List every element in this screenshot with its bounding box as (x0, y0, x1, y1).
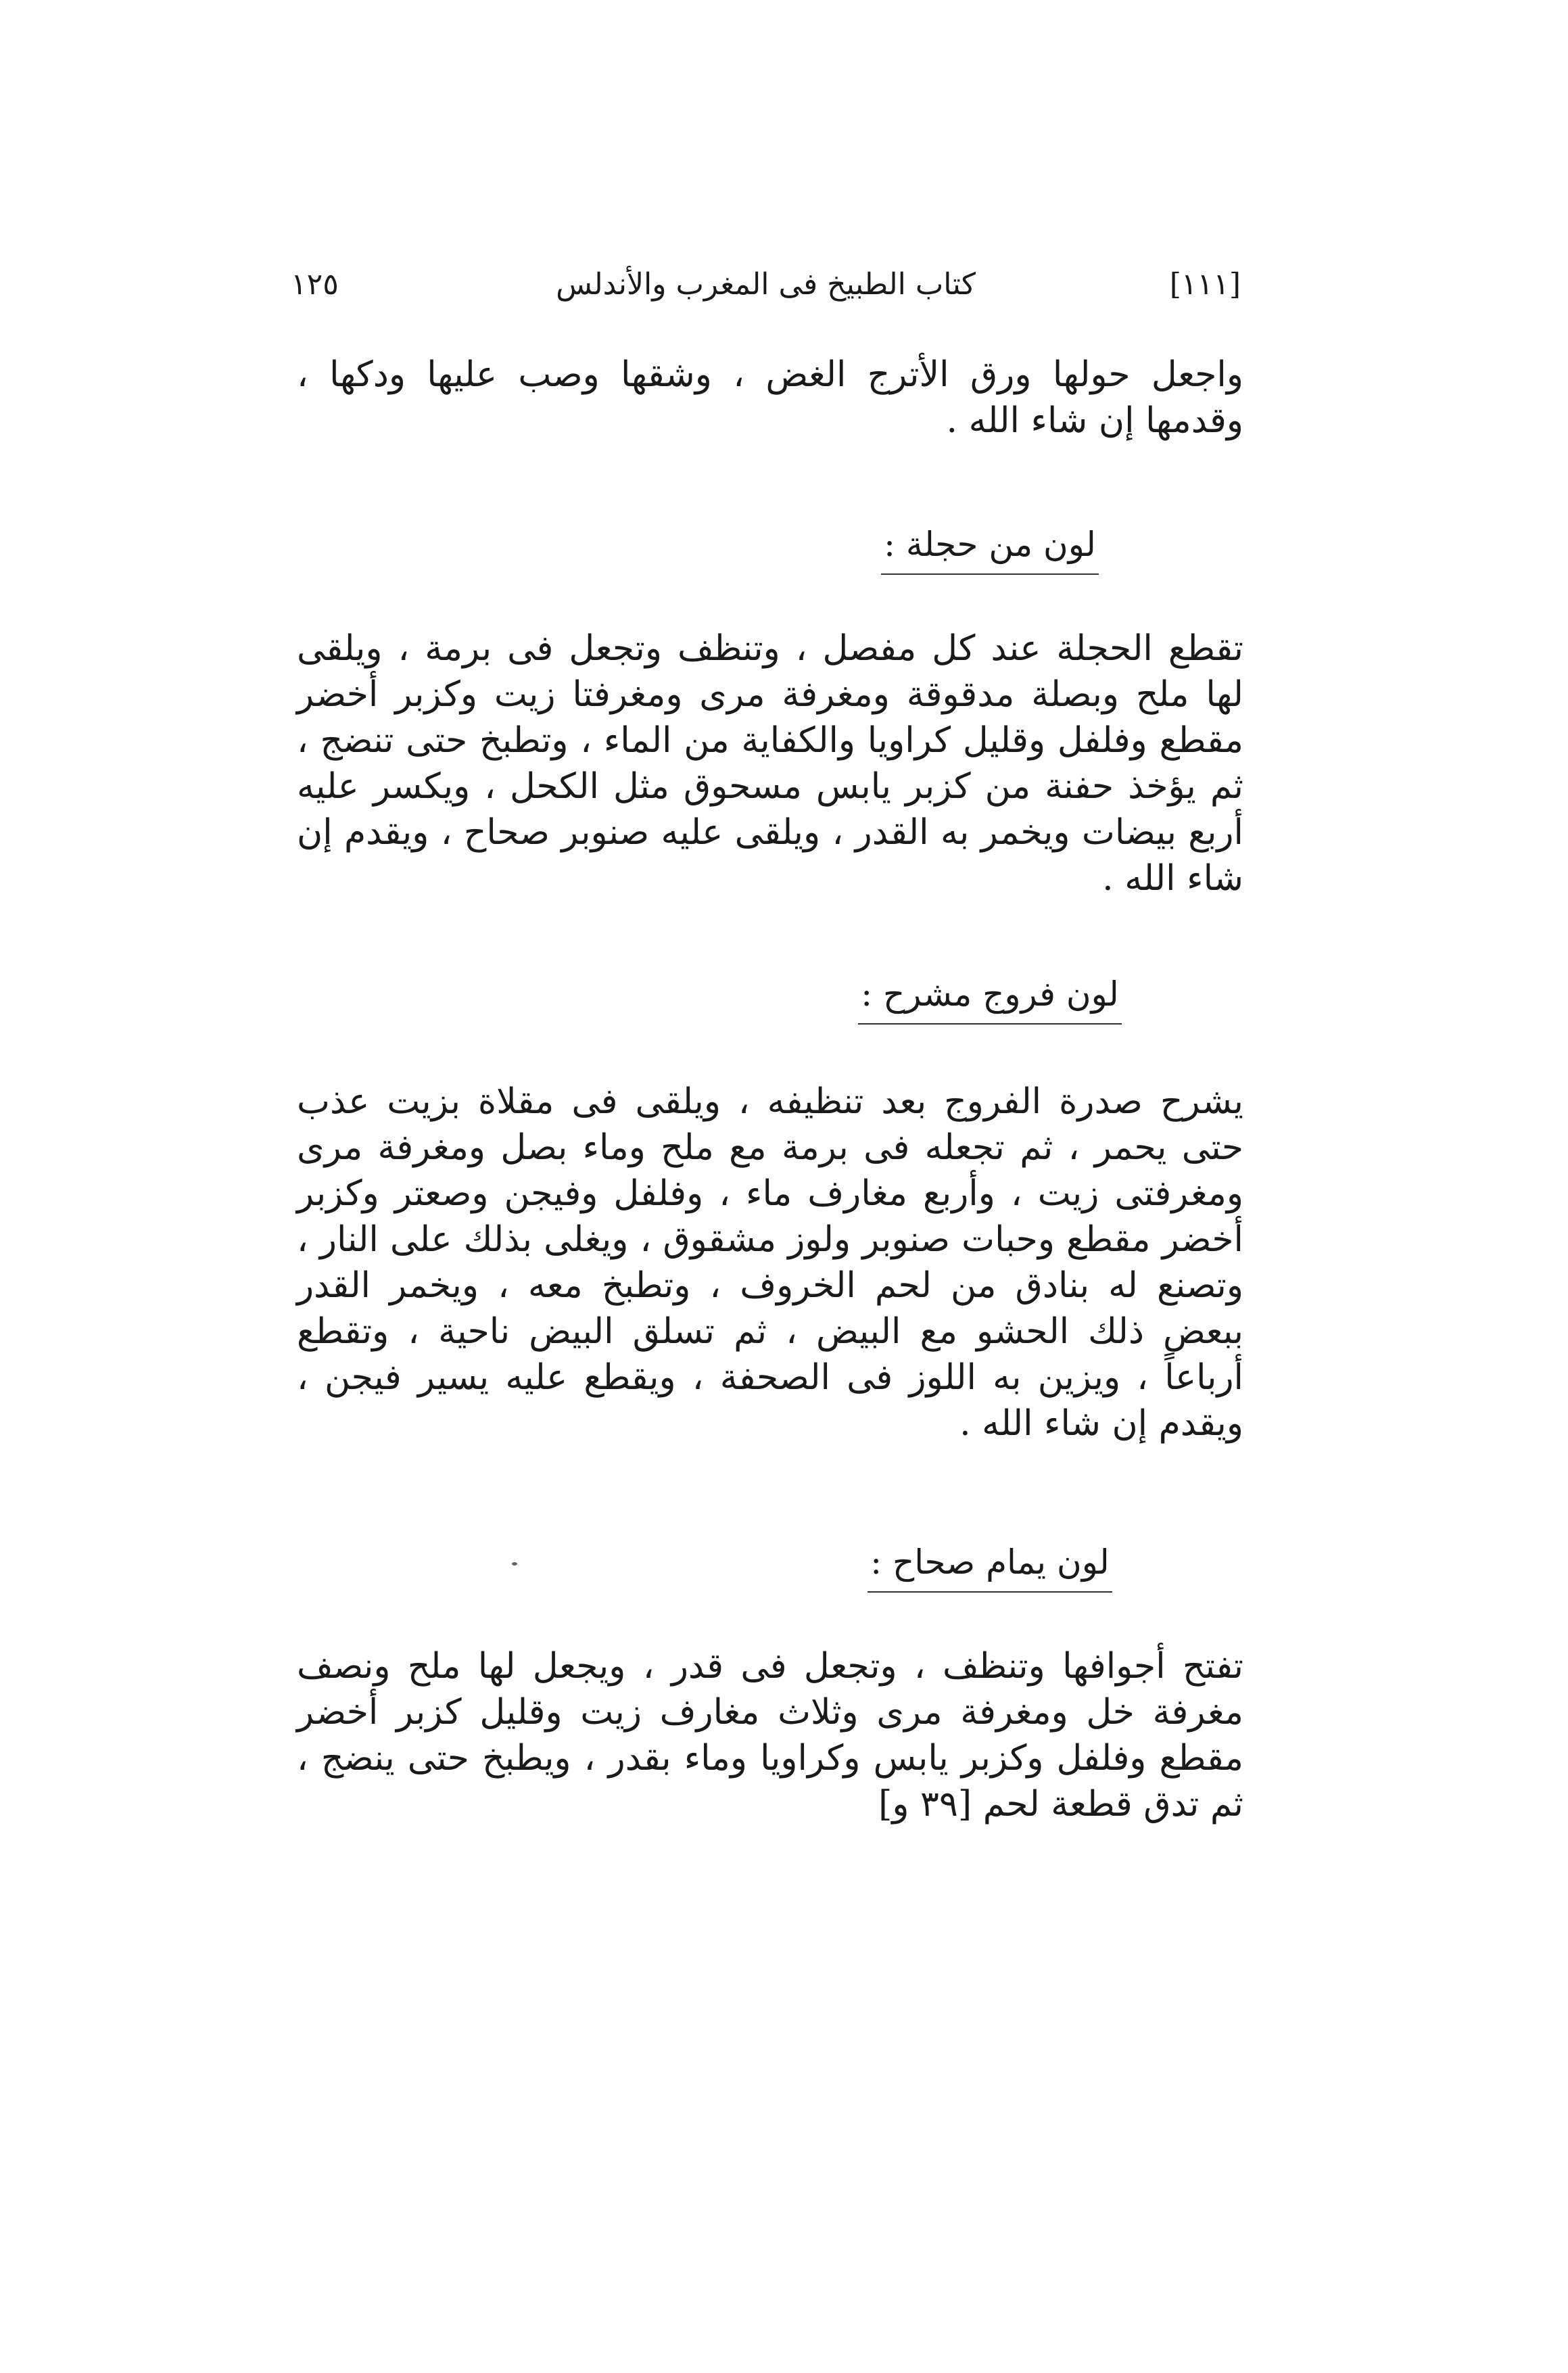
section-heading-wrap (851, 970, 1129, 1025)
section-body: يشرح صدرة الفروج بعد تنظيفه ، ويلقى فى مقلاة بزيت عذب حتى يحمر ، ثم تجعله فى برمة مع ملح وماء بصل ومغرفة مرى ومغرفتى زيت ، وأربع مغارف ماء ، وفلفل وفيجن وصعتر وكزبر أخضر مقطع وحبات صنوبر ولوز مشقوق ، ويغلى بذلك على النار ، وتصنع له بنادق من لحم الخروف ، وتطبخ معه ، ويخمر القدر ببعض ذلك الحشو مع البيض ، ثم تسلق البيض ناحية ، وتقطع أرباعاً ، ويزين به اللوز فى الصحفة ، ويقطع عليه يسير فيجن ، ويقدم إن شاء الله . (297, 1081, 1243, 1444)
section-body: تفتح أجوافها وتنظف ، وتجعل فى قدر ، ويجعل لها ملح ونصف مغرفة خل ومغرفة مرى وثلاث مغارف زيت وقليل كزبر أخضر مقطع وفلفل وكزبر يابس وكراويا وماء بقدر ، ويطبخ حتى ينضج ، ثم تدق قطعة لحم [٣٩ و] (297, 1646, 1243, 1825)
intro-paragraph: واجعل حولها ورق الأترج الغض ، وشقها وصب عليها ودكها ، وقدمها إن شاء الله . (297, 354, 1243, 441)
page-header (291, 267, 1241, 321)
section-heading-wrap (851, 521, 1129, 575)
page-number: ١٢٥ (291, 267, 339, 302)
section-body: تقطع الحجلة عند كل مفصل ، وتنظف وتجعل فى برمة ، ويلقى لها ملح وبصلة مدقوقة ومغرفة مرى ومغرفتا زيت وكزبر أخضر مقطع وفلفل وقليل كراويا والكفاية من الماء ، وتطبخ حتى تنضج ، ثم يؤخذ حفنة من كزبر يابس مسحوق مثل الكحل ، ويكسر عليه أربع بيضات ويخمر به القدر ، ويلقى عليه صنوبر صحاح ، ويقدم إن شاء الله . (297, 628, 1243, 899)
section-heading: لون فروج مشرح : (858, 970, 1121, 1025)
section-heading: لون من حجلة : (881, 521, 1099, 575)
manuscript-page-number: [١١١] (1169, 267, 1241, 302)
section-heading-wrap (851, 1538, 1129, 1593)
scan-speck (512, 1562, 517, 1566)
section-heading: لون يمام صحاح : (868, 1538, 1112, 1593)
running-title: كتاب الطبيخ فى المغرب والأندلس (556, 267, 976, 302)
